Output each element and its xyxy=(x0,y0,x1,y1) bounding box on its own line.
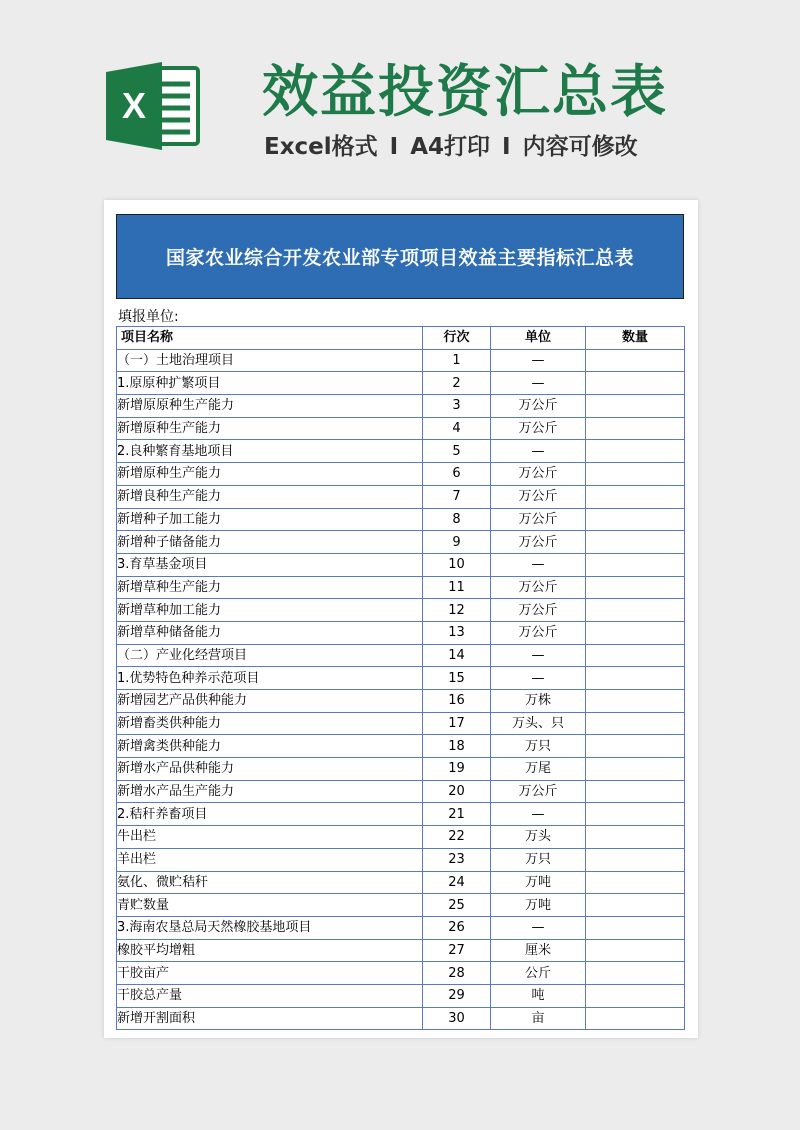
cell-quantity[interactable] xyxy=(586,962,685,985)
table-row xyxy=(117,712,685,735)
edit-label: 内容可修改 xyxy=(522,134,638,160)
cell-unit: 万公斤 xyxy=(491,485,586,508)
table-row xyxy=(117,826,685,849)
table-row xyxy=(117,803,685,826)
cell-unit: — xyxy=(491,349,586,372)
table-header-row xyxy=(117,327,685,350)
column-header-line: 行次 xyxy=(423,327,491,350)
cell-item-name: 新增良种生产能力 xyxy=(117,485,423,508)
separator: I xyxy=(502,134,511,160)
excel-logo-icon xyxy=(104,60,202,152)
cell-quantity[interactable] xyxy=(586,417,685,440)
print-label: A4打印 xyxy=(410,134,491,160)
cell-item-name: 3.育草基金项目 xyxy=(117,553,423,576)
table-row xyxy=(117,644,685,667)
subtitle xyxy=(264,128,638,161)
table-row xyxy=(117,553,685,576)
column-header-unit: 单位 xyxy=(491,327,586,350)
cell-item-name: 新增草种生产能力 xyxy=(117,576,423,599)
cell-quantity[interactable] xyxy=(586,621,685,644)
cell-item-name: 干胶总产量 xyxy=(117,984,423,1007)
cell-quantity[interactable] xyxy=(586,939,685,962)
cell-unit: 万公斤 xyxy=(491,508,586,531)
cell-line-number: 30 xyxy=(423,1007,491,1030)
column-header-name: 项目名称 xyxy=(117,327,423,350)
table-row xyxy=(117,939,685,962)
table-row xyxy=(117,916,685,939)
page-title: 效益投资汇总表 xyxy=(262,60,668,125)
cell-unit: 万只 xyxy=(491,848,586,871)
indicator-table xyxy=(116,326,685,1030)
cell-quantity[interactable] xyxy=(586,463,685,486)
cell-line-number: 17 xyxy=(423,712,491,735)
cell-line-number: 15 xyxy=(423,667,491,690)
cell-unit: 厘米 xyxy=(491,939,586,962)
promo-header xyxy=(0,0,800,200)
cell-item-name: 1.原原种扩繁项目 xyxy=(117,372,423,395)
cell-item-name: 新增原种生产能力 xyxy=(117,417,423,440)
cell-unit: 万公斤 xyxy=(491,417,586,440)
cell-item-name: 2.秸秆养畜项目 xyxy=(117,803,423,826)
cell-quantity[interactable] xyxy=(586,690,685,713)
cell-quantity[interactable] xyxy=(586,780,685,803)
cell-line-number: 5 xyxy=(423,440,491,463)
table-row xyxy=(117,599,685,622)
table-row xyxy=(117,1007,685,1030)
format-label: Excel格式 xyxy=(264,134,378,160)
cell-line-number: 21 xyxy=(423,803,491,826)
cell-item-name: 3.海南农垦总局天然橡胶基地项目 xyxy=(117,916,423,939)
cell-line-number: 24 xyxy=(423,871,491,894)
cell-line-number: 1 xyxy=(423,349,491,372)
cell-quantity[interactable] xyxy=(586,485,685,508)
table-row xyxy=(117,871,685,894)
cell-item-name: 新增禽类供种能力 xyxy=(117,735,423,758)
cell-quantity[interactable] xyxy=(586,531,685,554)
cell-quantity[interactable] xyxy=(586,848,685,871)
cell-item-name: 羊出栏 xyxy=(117,848,423,871)
cell-item-name: （一）土地治理项目 xyxy=(117,349,423,372)
table-row xyxy=(117,848,685,871)
cell-unit: — xyxy=(491,372,586,395)
table-row xyxy=(117,508,685,531)
cell-item-name: 新增原种生产能力 xyxy=(117,463,423,486)
cell-item-name: 青贮数量 xyxy=(117,894,423,917)
cell-line-number: 2 xyxy=(423,372,491,395)
cell-quantity[interactable] xyxy=(586,440,685,463)
cell-unit: — xyxy=(491,553,586,576)
cell-line-number: 3 xyxy=(423,395,491,418)
cell-unit: 万公斤 xyxy=(491,621,586,644)
cell-quantity[interactable] xyxy=(586,871,685,894)
cell-item-name: 新增水产品供种能力 xyxy=(117,758,423,781)
cell-item-name: 橡胶平均增粗 xyxy=(117,939,423,962)
cell-unit: 万吨 xyxy=(491,894,586,917)
cell-quantity[interactable] xyxy=(586,712,685,735)
cell-quantity[interactable] xyxy=(586,576,685,599)
fill-unit-label: 填报单位: xyxy=(118,309,179,325)
cell-unit: 万公斤 xyxy=(491,531,586,554)
cell-quantity[interactable] xyxy=(586,758,685,781)
cell-unit: 万头、只 xyxy=(491,712,586,735)
cell-line-number: 11 xyxy=(423,576,491,599)
cell-line-number: 16 xyxy=(423,690,491,713)
cell-quantity[interactable] xyxy=(586,1007,685,1030)
cell-item-name: 新增园艺产品供种能力 xyxy=(117,690,423,713)
column-header-quantity: 数量 xyxy=(586,327,685,350)
table-row xyxy=(117,463,685,486)
cell-item-name: 牛出栏 xyxy=(117,826,423,849)
cell-quantity[interactable] xyxy=(586,395,685,418)
table-row xyxy=(117,531,685,554)
cell-unit: 万公斤 xyxy=(491,780,586,803)
table-row xyxy=(117,690,685,713)
cell-quantity[interactable] xyxy=(586,667,685,690)
table-row xyxy=(117,667,685,690)
cell-quantity[interactable] xyxy=(586,372,685,395)
cell-unit: — xyxy=(491,803,586,826)
cell-line-number: 29 xyxy=(423,984,491,1007)
cell-line-number: 4 xyxy=(423,417,491,440)
cell-line-number: 12 xyxy=(423,599,491,622)
cell-unit: 万公斤 xyxy=(491,576,586,599)
cell-quantity[interactable] xyxy=(586,599,685,622)
spreadsheet-page xyxy=(104,200,698,1038)
table-row xyxy=(117,576,685,599)
cell-item-name: 干胶亩产 xyxy=(117,962,423,985)
cell-line-number: 9 xyxy=(423,531,491,554)
cell-item-name: 新增原原种生产能力 xyxy=(117,395,423,418)
sheet-title-banner: 国家农业综合开发农业部专项项目效益主要指标汇总表 xyxy=(116,214,684,299)
cell-quantity[interactable] xyxy=(586,349,685,372)
cell-unit: 万尾 xyxy=(491,758,586,781)
table-row xyxy=(117,395,685,418)
cell-item-name: 新增开割面积 xyxy=(117,1007,423,1030)
cell-unit: 万公斤 xyxy=(491,463,586,486)
cell-item-name: （二）产业化经营项目 xyxy=(117,644,423,667)
cell-unit: — xyxy=(491,916,586,939)
table-row xyxy=(117,372,685,395)
cell-item-name: 新增畜类供种能力 xyxy=(117,712,423,735)
table-row xyxy=(117,349,685,372)
cell-unit: 万株 xyxy=(491,690,586,713)
cell-unit: 万公斤 xyxy=(491,395,586,418)
cell-line-number: 7 xyxy=(423,485,491,508)
cell-line-number: 28 xyxy=(423,962,491,985)
cell-item-name: 新增种子加工能力 xyxy=(117,508,423,531)
cell-line-number: 18 xyxy=(423,735,491,758)
cell-item-name: 新增草种储备能力 xyxy=(117,621,423,644)
cell-unit: 万吨 xyxy=(491,871,586,894)
cell-item-name: 氨化、微贮秸秆 xyxy=(117,871,423,894)
cell-item-name: 新增种子储备能力 xyxy=(117,531,423,554)
cell-unit: — xyxy=(491,644,586,667)
logo-letter: X xyxy=(121,85,147,126)
cell-unit: — xyxy=(491,667,586,690)
cell-unit: 万只 xyxy=(491,735,586,758)
cell-line-number: 6 xyxy=(423,463,491,486)
cell-line-number: 27 xyxy=(423,939,491,962)
cell-line-number: 13 xyxy=(423,621,491,644)
table-row xyxy=(117,735,685,758)
cell-item-name: 新增水产品生产能力 xyxy=(117,780,423,803)
cell-quantity[interactable] xyxy=(586,826,685,849)
cell-unit: 万头 xyxy=(491,826,586,849)
table-row xyxy=(117,894,685,917)
cell-quantity[interactable] xyxy=(586,508,685,531)
separator: I xyxy=(389,134,399,160)
cell-unit: 吨 xyxy=(491,984,586,1007)
cell-item-name: 1.优势特色种养示范项目 xyxy=(117,667,423,690)
cell-line-number: 22 xyxy=(423,826,491,849)
cell-unit: 公斤 xyxy=(491,962,586,985)
cell-line-number: 8 xyxy=(423,508,491,531)
cell-quantity[interactable] xyxy=(586,553,685,576)
cell-line-number: 20 xyxy=(423,780,491,803)
cell-quantity[interactable] xyxy=(586,916,685,939)
cell-line-number: 19 xyxy=(423,758,491,781)
cell-line-number: 23 xyxy=(423,848,491,871)
table-row xyxy=(117,621,685,644)
cell-line-number: 26 xyxy=(423,916,491,939)
cell-unit: — xyxy=(491,440,586,463)
cell-unit: 万公斤 xyxy=(491,599,586,622)
cell-item-name: 2.良种繁育基地项目 xyxy=(117,440,423,463)
cell-line-number: 10 xyxy=(423,553,491,576)
table-row xyxy=(117,962,685,985)
table-row xyxy=(117,485,685,508)
table-row xyxy=(117,440,685,463)
cell-line-number: 25 xyxy=(423,894,491,917)
cell-item-name: 新增草种加工能力 xyxy=(117,599,423,622)
table-row xyxy=(117,417,685,440)
table-row xyxy=(117,758,685,781)
cell-quantity[interactable] xyxy=(586,894,685,917)
cell-quantity[interactable] xyxy=(586,803,685,826)
table-row xyxy=(117,984,685,1007)
cell-quantity[interactable] xyxy=(586,644,685,667)
cell-line-number: 14 xyxy=(423,644,491,667)
cell-quantity[interactable] xyxy=(586,735,685,758)
cell-unit: 亩 xyxy=(491,1007,586,1030)
cell-quantity[interactable] xyxy=(586,984,685,1007)
table-row xyxy=(117,780,685,803)
